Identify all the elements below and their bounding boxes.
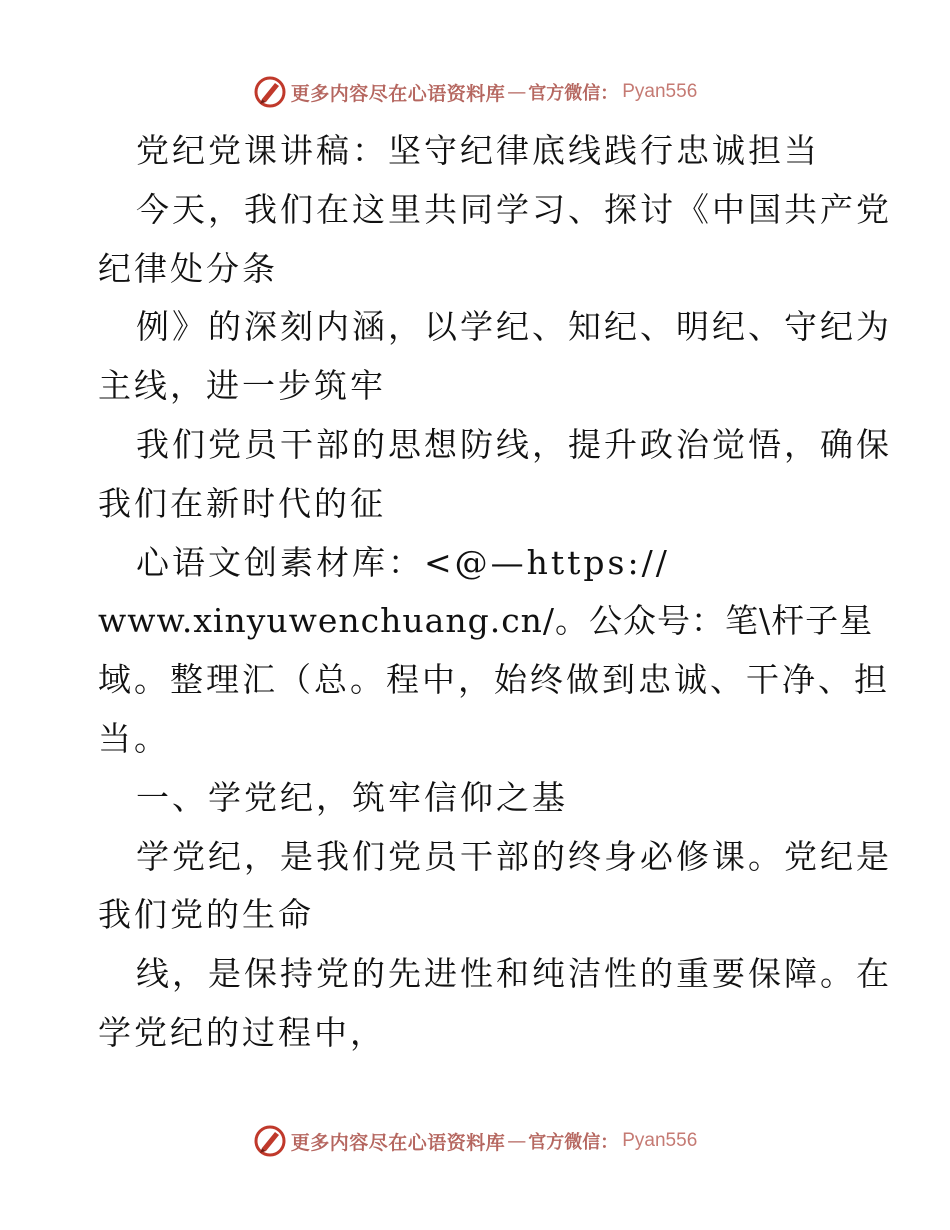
banner-text: 更多内容尽在心语资料库 xyxy=(290,1131,506,1154)
paragraph-line: 主线，进一步筑牢 xyxy=(98,366,386,406)
paragraph-line: 我们党的生命 xyxy=(98,895,314,935)
pen-logo-icon xyxy=(253,1124,287,1158)
banner-wechat-id: Pyan556 xyxy=(622,81,698,102)
banner-text: 更多内容尽在心语资料库 xyxy=(290,82,506,105)
banner-label: 官方微信： xyxy=(528,1132,619,1153)
section-heading: 一、学党纪，筑牢信仰之基 xyxy=(136,777,568,817)
banner-dash: — xyxy=(507,1130,527,1152)
footer-watermark-banner xyxy=(0,1121,950,1161)
paragraph-line: 线，是保持党的先进性和纯洁性的重要保障。在 xyxy=(136,954,892,994)
paragraph-line: 今天，我们在这里共同学习、探讨《中国共产党 xyxy=(136,189,892,229)
paragraph-line: 学党纪，是我们党员干部的终身必修课。党纪是 xyxy=(136,836,892,876)
banner-label: 官方微信： xyxy=(528,83,619,104)
paragraph-line: 心语文创素材库：<@—https:// xyxy=(136,542,670,582)
paragraph-line: 我们在新时代的征 xyxy=(98,483,386,523)
banner-wechat-id: Pyan556 xyxy=(622,1130,698,1151)
pen-logo-icon xyxy=(253,75,287,109)
paragraph-line: 例》的深刻内涵，以学纪、知纪、明纪、守纪为 xyxy=(136,307,892,347)
paragraph-line: 域。整理汇（总。程中，始终做到忠诚、干净、担 xyxy=(98,660,890,700)
paragraph-line: www.xinyuwenchuang.cn/。公众号：笔\杆子星 xyxy=(98,601,874,641)
paragraph-line: 学党纪的过程中， xyxy=(98,1012,386,1052)
paragraph-line: 当。 xyxy=(98,718,170,758)
document-body xyxy=(98,122,892,1063)
document-title: 党纪党课讲稿：坚守纪律底线践行忠诚担当 xyxy=(136,131,820,170)
header-watermark-banner xyxy=(0,72,950,112)
banner-dash: — xyxy=(507,81,527,103)
paragraph-line: 纪律处分条 xyxy=(98,248,278,288)
paragraph-line: 我们党员干部的思想防线，提升政治觉悟，确保 xyxy=(136,424,892,464)
